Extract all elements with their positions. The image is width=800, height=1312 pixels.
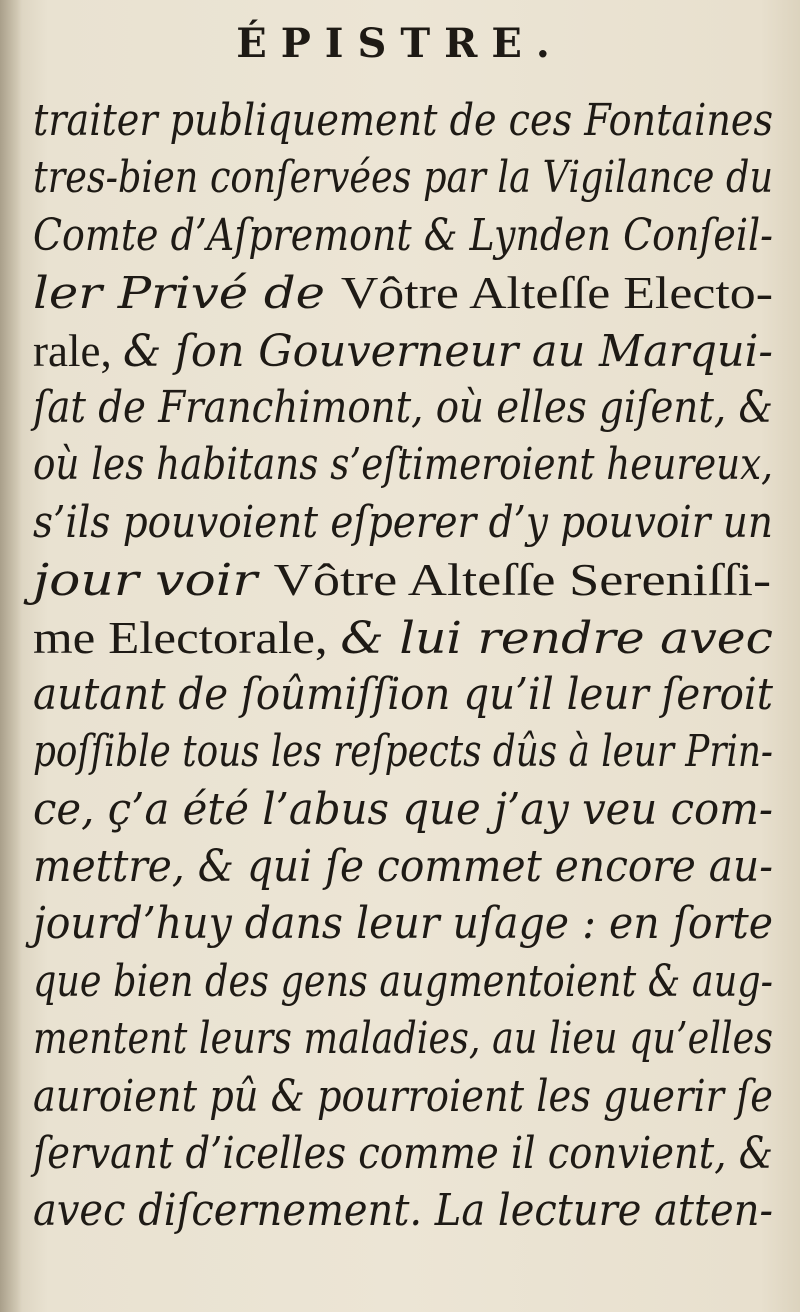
italic-text-run: où les habitans s’eſtimeroient heureux, [33, 439, 774, 491]
text-line-content [33, 436, 773, 493]
text-line [33, 838, 773, 895]
roman-text-run: Vôtre Alteſſe Electo- [340, 267, 774, 319]
text-line-content [33, 379, 773, 436]
italic-text-run: ce, ç’a été l’abus que j’ay veu com- [33, 783, 774, 835]
italic-text-run: tres-bien conſervées par la Vigilance du [33, 152, 774, 204]
text-line [33, 436, 773, 493]
page-gutter-shadow [0, 0, 22, 1312]
italic-text-run: traiter publiquement de ces Fontaines [33, 95, 774, 146]
text-line [33, 1068, 773, 1125]
text-line [33, 781, 773, 838]
text-line [33, 322, 773, 379]
text-line [33, 609, 773, 666]
text-line-content [33, 92, 773, 149]
italic-text-run: s’ils pouvoient eſperer d’y pouvoir un [33, 496, 773, 548]
text-line [33, 953, 773, 1010]
text-line-content [33, 149, 773, 206]
italic-text-run: Comte d’Aſpremont & Lynden Conſeil- [33, 209, 773, 261]
text-line [33, 666, 773, 723]
italic-text-run: mentent leurs maladies, au lieu qu’elles [33, 1013, 773, 1065]
text-line-content [33, 1125, 773, 1182]
italic-text-run: & lui rendre avec [340, 612, 774, 664]
text-line [33, 1010, 773, 1067]
text-line [33, 895, 773, 952]
text-line-content [33, 207, 773, 264]
text-line [33, 1125, 773, 1182]
text-line-content [33, 781, 773, 838]
text-line-content [33, 494, 773, 551]
text-line-content [33, 1068, 773, 1125]
italic-text-run: ſat de Franchimont, où elles giſent, & [33, 381, 773, 433]
text-line [33, 723, 773, 780]
text-line [33, 207, 773, 264]
text-line-content [33, 895, 773, 952]
text-line-content [33, 723, 773, 780]
italic-text-run: autant de ſoûmiſſion qu’il leur ſeroit [33, 668, 774, 720]
text-line-content [33, 322, 773, 380]
roman-text-run: me Electorale, [33, 611, 341, 663]
italic-text-run: ſervant d’icelles comme il convient, & [33, 1128, 773, 1180]
italic-text-run: auroient pû & pourroient les guerir ſe [33, 1070, 773, 1122]
body-text [33, 92, 773, 1240]
text-line-content [33, 1010, 773, 1067]
italic-text-run: mettre, & qui ſe commet encore au- [33, 841, 773, 893]
text-line-content [33, 1182, 773, 1239]
italic-text-run: poſſible tous les reſpects dûs à leur Prin- [33, 726, 774, 778]
text-line [33, 379, 773, 436]
italic-text-run: que bien des gens augmentoient & aug- [33, 955, 773, 1007]
roman-text-run: Vôtre Alteſſe Sereniſſi- [273, 554, 772, 606]
text-line [33, 264, 773, 321]
text-line [33, 1182, 773, 1239]
text-line-content [33, 551, 771, 609]
text-line [33, 551, 773, 608]
italic-text-run: & ſon Gouverneur au Marqui- [122, 325, 773, 377]
text-line-content [33, 953, 773, 1010]
text-line [33, 494, 773, 551]
running-head: ÉPISTRE. [236, 20, 564, 67]
text-line-content [33, 666, 773, 723]
roman-text-run: rale, [33, 324, 123, 376]
text-line [33, 149, 773, 206]
text-line-content [33, 264, 773, 322]
italic-text-run: jour voir [33, 555, 274, 607]
italic-text-run: jourd’huy dans leur uſage : en ſorte [33, 898, 773, 950]
text-line [33, 92, 773, 149]
italic-text-run: ler Privé de [33, 268, 341, 320]
text-line-content [33, 609, 773, 667]
italic-text-run: avec diſcernement. La lecture atten- [33, 1185, 773, 1237]
text-line-content [33, 838, 773, 895]
